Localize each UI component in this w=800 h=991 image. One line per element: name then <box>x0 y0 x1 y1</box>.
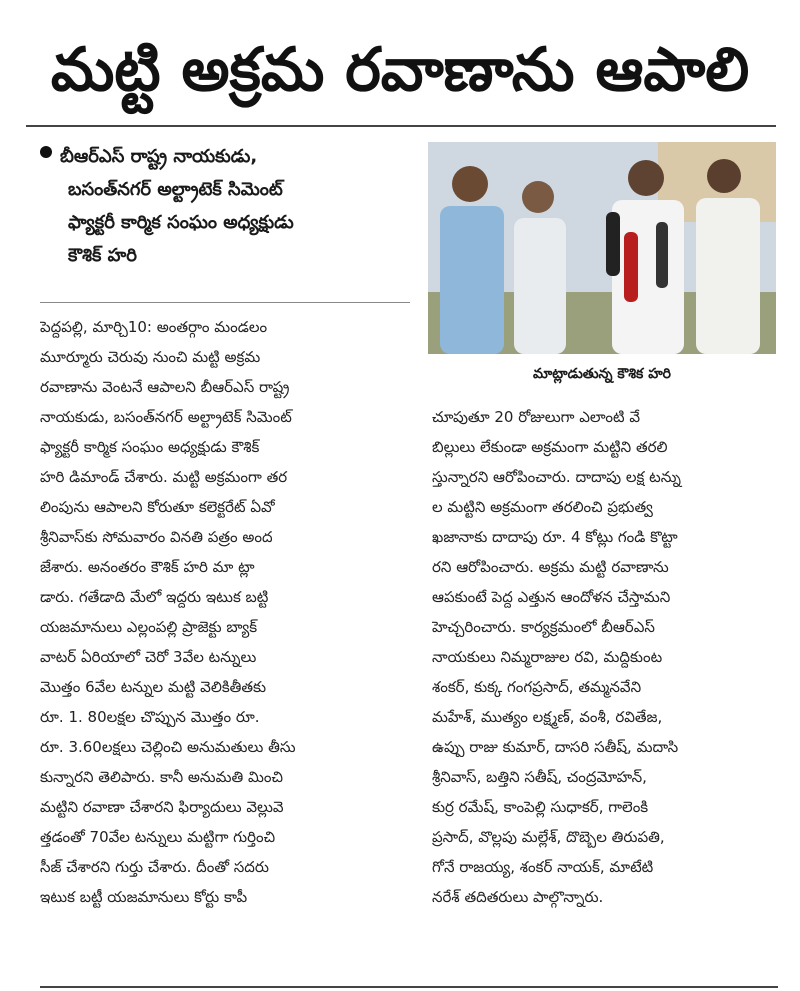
article-line: వాటర్ ఏరియాలో చెరో 3వేల టన్నులు <box>40 648 257 666</box>
article-line: నరేశ్ తదితరులు పాల్గొన్నారు. <box>432 888 604 906</box>
article-line: కుర్ర రమేష్, కాంపెల్లి సుధాకర్, గాలెంకి <box>432 798 649 816</box>
article-line: ఉప్పు రాజు కుమార్, దాసరి సతీష్, మదాసి <box>432 738 679 756</box>
article-line: శ్రీనివాస్‌కు సోమవారం వినతి పత్రం అంద <box>40 528 273 546</box>
highlight-line: బసంత్‌నగర్ అల్ట్రాటెక్ సిమెంట్ <box>68 179 283 200</box>
highlight-separator <box>40 302 410 303</box>
article-line: రూ. 3.60లక్షలు చెల్లించి అనుమతులు తీసు <box>40 738 296 756</box>
article-line: హెచ్చరించారు. కార్యక్రమంలో బీఆర్ఎస్ <box>432 618 655 636</box>
photo-caption: మాట్లాడుతున్న కౌశిక హరి <box>532 366 671 382</box>
article-line: చూపుతూ 20 రోజులుగా ఎలాంటి వే <box>432 408 641 426</box>
article-line: మహేశ్, ముత్యం లక్ష్మణ్, వంశీ, రవితేజ, <box>432 708 663 726</box>
article-line: పెద్దపల్లి, మార్చి10: అంతర్గాం మండలం <box>40 318 268 336</box>
article-line: శ్రీనివాస్, బత్తిని సతీష్, చంద్రమోహన్, <box>432 768 647 786</box>
highlight-line: కౌశిక్ హరి <box>68 245 137 266</box>
article-line: గోనే రాజయ్య, శంకర్ నాయక్, మాటేటి <box>432 858 654 876</box>
article-line: నాయకులు నిమ్మరాజుల రవి, మద్దికుంట <box>432 648 663 666</box>
highlight-line: బీఆర్ఎస్ రాష్ట్ర నాయకుడు, <box>60 146 258 167</box>
news-photo <box>428 142 776 354</box>
headline: మట్టి అక్రమ రవాణాను ఆపాలి <box>50 35 750 105</box>
article-line: ఖజానాకు దాదాపు రూ. 4 కోట్లు గండి కొట్టా <box>432 528 678 546</box>
article-line: ప్రసాద్, వొల్లపు మల్లేశ్, దొబ్బెల తిరుపతి, <box>432 828 665 846</box>
bottom-rule <box>40 986 778 988</box>
highlight-line: ఫ్యాక్టరీ కార్మిక సంఘం అధ్యక్షుడు <box>68 212 294 233</box>
article-line: స్తున్నారని ఆరోపించారు. దాదాపు లక్ష టన్ను <box>432 468 681 486</box>
article-line: లింపును ఆపాలని కోరుతూ కలెక్టరేట్ ఏవో <box>40 498 275 516</box>
article-line: ఇటుక బట్టీ యజమానులు కోర్టు కాపీ <box>40 888 248 906</box>
top-rule <box>26 125 776 127</box>
article-line: ల మట్టిని అక్రమంగా తరలించి ప్రభుత్వ <box>432 498 653 516</box>
article-line: జేశారు. అనంతరం కౌశిక్ హరి మా ట్లా <box>40 558 255 576</box>
article-line: రూ. 1. 80లక్షల చొప్పున మొత్తం రూ. <box>40 708 260 726</box>
article-line: శంకర్, కుక్క గంగప్రసాద్, తమ్మనవేని <box>432 678 642 696</box>
article-line: డారు. గతేడాది మేలో ఇద్దరు ఇటుక బట్టి <box>40 588 269 606</box>
article-body-right <box>432 402 777 912</box>
article-line: మొత్తం 6వేల టన్నుల మట్టి వెలికితీతకు <box>40 678 267 696</box>
article-line: హరి డిమాండ్ చేశారు. మట్టి అక్రమంగా తర <box>40 468 288 486</box>
bullet-icon <box>40 146 52 158</box>
article-line: నాయకుడు, బసంత్‌నగర్ అల్ట్రాటెక్ సిమెంట్ <box>40 408 292 426</box>
article-line: మట్టిని రవాణా చేశారని ఫిర్యాదులు వెల్లువె <box>40 798 284 816</box>
news-photo-illustration <box>428 142 776 354</box>
article-line: త్తడంతో 70వేల టన్నులు మట్టిగా గుర్తించి <box>40 828 276 846</box>
article-line: రని ఆరోపించారు. అక్రమ మట్టి రవాణాను <box>432 558 669 576</box>
article-line: ఫ్యాక్టరీ కార్మిక సంఘం అధ్యక్షుడు కౌశిక్ <box>40 438 260 456</box>
article-line: బిల్లులు లేకుండా అక్రమంగా మట్టిని తరలి <box>432 438 668 456</box>
article-line: కున్నారని తెలిపారు. కానీ అనుమతి మించి <box>40 768 283 786</box>
article-line: మూర్మూరు చెరువు నుంచి మట్టి అక్రమ <box>40 348 261 366</box>
article-line: రవాణాను వెంటనే ఆపాలని బీఆర్ఎస్ రాష్ట్ర <box>40 378 290 396</box>
highlight-box <box>40 140 410 272</box>
article-line: ఆపకుంటే పెద్ద ఎత్తున ఆందోళన చేస్తామని <box>432 588 671 606</box>
article-body-left <box>40 312 415 912</box>
article-line: యజమానులు ఎల్లంపల్లి ప్రాజెక్టు బ్యాక్ <box>40 618 258 636</box>
article-line: సీజ్ చేశారని గుర్తు చేశారు. దీంతో సదరు <box>40 858 269 876</box>
